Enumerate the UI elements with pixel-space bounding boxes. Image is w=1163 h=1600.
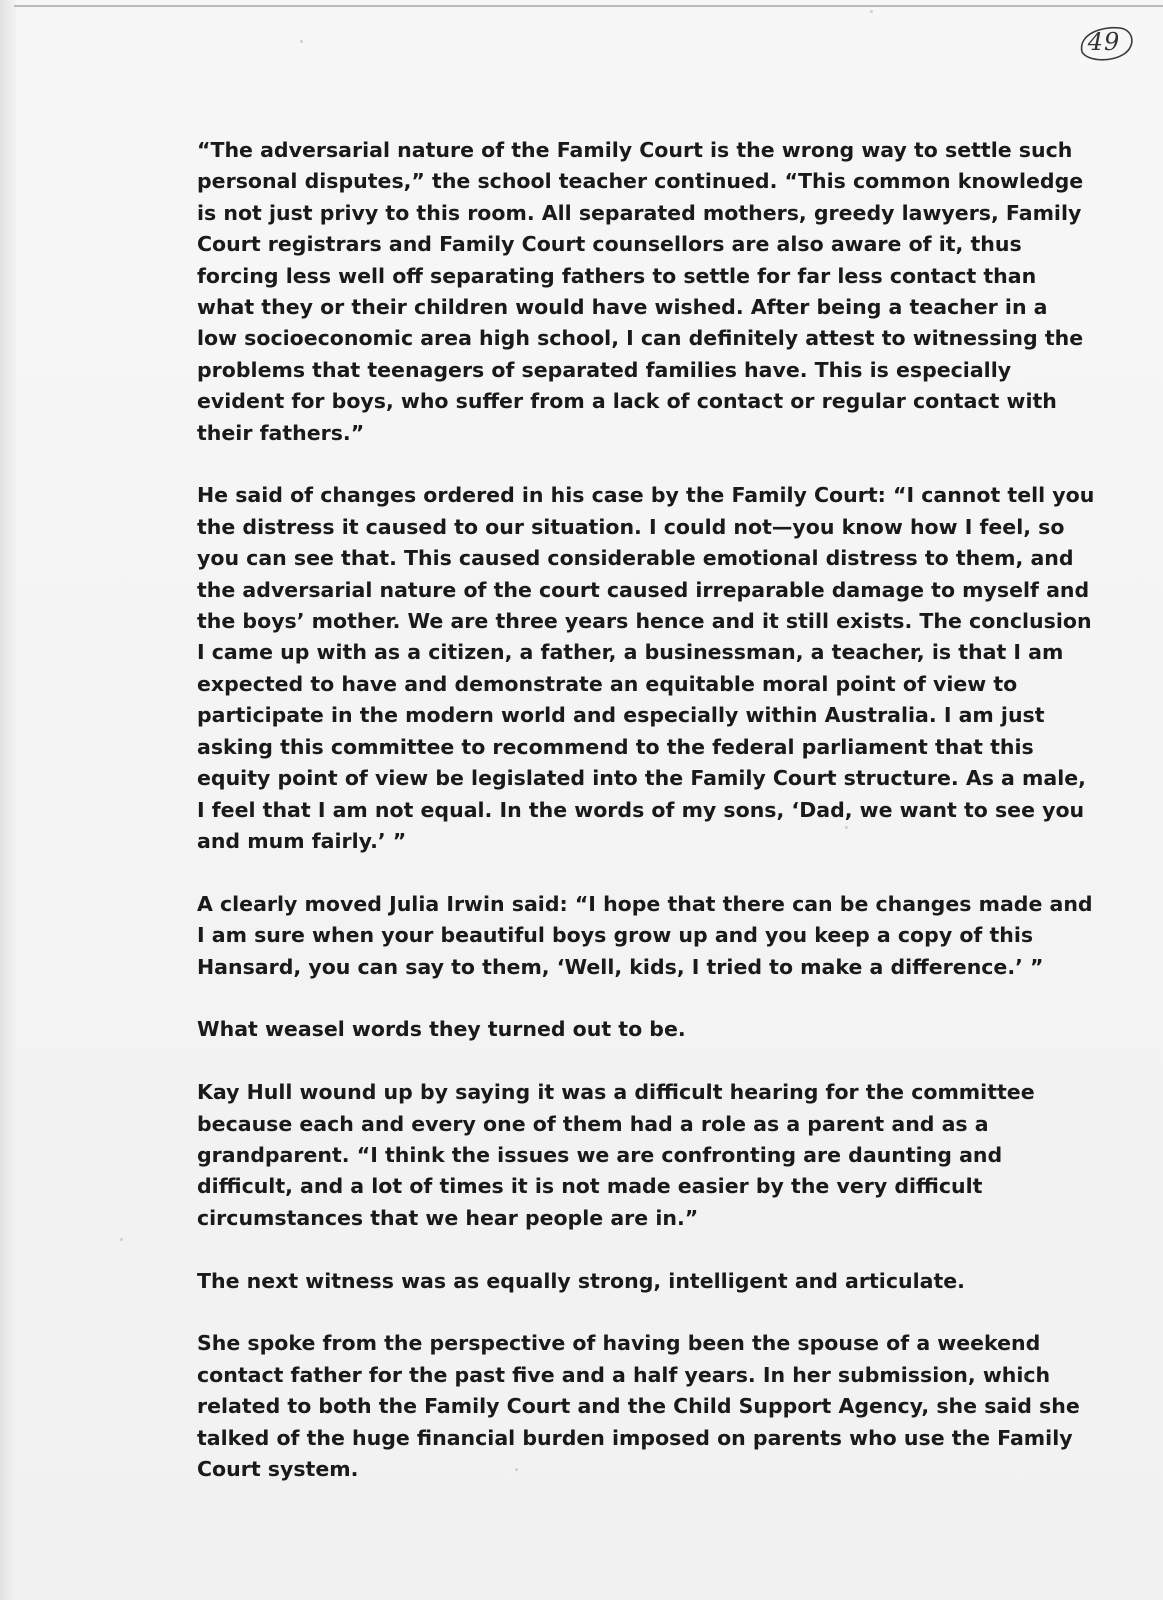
scan-left-shadow <box>0 0 16 1600</box>
paragraph-4 <box>197 1014 1037 1045</box>
scan-speck <box>870 10 873 13</box>
text-line: asking this committee to recommend to the federal parliament that this <box>197 734 1034 759</box>
text-line: contact father for the past five and a half years. In her submission, which <box>197 1362 1051 1387</box>
text-line: I feel that I am not equal. In the words of my sons, ‘Dad, we want to see you <box>197 797 1085 822</box>
text-line: is not just privy to this room. All separated mothers, greedy lawyers, Family <box>197 200 1082 225</box>
text-line: grandparent. “I think the issues we are confronting are daunting and <box>197 1142 1003 1167</box>
text-line: Court system. <box>197 1456 359 1481</box>
paragraph-7 <box>197 1328 1080 1485</box>
text-line: circumstances that we hear people are in.” <box>197 1205 699 1230</box>
scan-speck <box>300 40 303 43</box>
scan-speck <box>120 1238 123 1241</box>
paragraph-5 <box>197 1077 1037 1234</box>
document-body <box>197 135 1095 1517</box>
text-line: talked of the huge financial burden imposed on parents who use the Family <box>197 1425 1073 1450</box>
text-line: what they or their children would have wished. After being a teacher in a <box>197 295 1048 320</box>
text-line: difficult, and a lot of times it is not made easier by the very difficult <box>197 1174 983 1199</box>
text-line: forcing less well off separating fathers to settle for far less contact than <box>197 263 1037 288</box>
text-line: He said of changes ordered in his case by the Family Court: “I cannot tell you <box>197 483 1095 508</box>
text-line: expected to have and demonstrate an equitable moral point of view to <box>197 671 1018 696</box>
text-line: I am sure when your beautiful boys grow up and you keep a copy of this <box>197 923 1034 948</box>
text-line: Hansard, you can say to them, ‘Well, kids, I tried to make a difference.’ ” <box>197 954 1044 979</box>
paragraph-6 <box>197 1266 1037 1297</box>
handwritten-page-number <box>1072 22 1136 66</box>
text-line: Court registrars and Family Court counsellors are also aware of it, thus <box>197 232 1022 257</box>
scan-speck <box>515 1468 518 1471</box>
paragraph-1 <box>197 135 1084 449</box>
scan-speck <box>1025 1375 1028 1378</box>
paragraph-3 <box>197 889 1093 983</box>
text-line: equity point of view be legislated into the Family Court structure. As a male, <box>197 766 1086 791</box>
text-line: personal disputes,” the school teacher continued. “This common knowledge <box>197 169 1084 194</box>
text-line: She spoke from the perspective of having been the spouse of a weekend <box>197 1331 1041 1356</box>
text-line: evident for boys, who suffer from a lack of contact or regular contact with <box>197 389 1057 414</box>
text-line: the adversarial nature of the court caused irreparable damage to myself and <box>197 577 1090 602</box>
text-line: I came up with as a citizen, a father, a businessman, a teacher, is that I am <box>197 640 1064 665</box>
text-line: low socioeconomic area high school, I can definitely attest to witnessing the <box>197 326 1084 351</box>
text-line: A clearly moved Julia Irwin said: “I hope that there can be changes made and <box>197 891 1093 916</box>
text-line: you can see that. This caused considerable emotional distress to them, and <box>197 546 1074 571</box>
text-line: their fathers.” <box>197 420 365 445</box>
text-line: and mum fairly.’ ” <box>197 828 407 853</box>
text-line: the distress it caused to our situation. I could not—you know how I feel, so <box>197 514 1065 539</box>
text-line: Kay Hull wound up by saying it was a difficult hearing for the committee <box>197 1080 1035 1105</box>
paragraph-2 <box>197 480 1095 857</box>
text-line: “The adversarial nature of the Family Court is the wrong way to settle such <box>197 138 1073 162</box>
scan-top-edge <box>14 5 1163 7</box>
text-line: the boys’ mother. We are three years hence and it still exists. The conclusion <box>197 609 1092 634</box>
text-line: because each and every one of them had a role as a parent and as a <box>197 1111 989 1136</box>
text-line: The next witness was as equally strong, intelligent and articulate. <box>197 1268 965 1293</box>
scan-speck <box>845 826 848 829</box>
text-line: What weasel words they turned out to be. <box>197 1017 686 1042</box>
text-line: participate in the modern world and especially within Australia. I am just <box>197 703 1045 728</box>
page-number-text: 49 <box>1087 28 1121 56</box>
text-line: problems that teenagers of separated families have. This is especially <box>197 357 1012 382</box>
text-line: related to both the Family Court and the Child Support Agency, she said she <box>197 1394 1080 1419</box>
